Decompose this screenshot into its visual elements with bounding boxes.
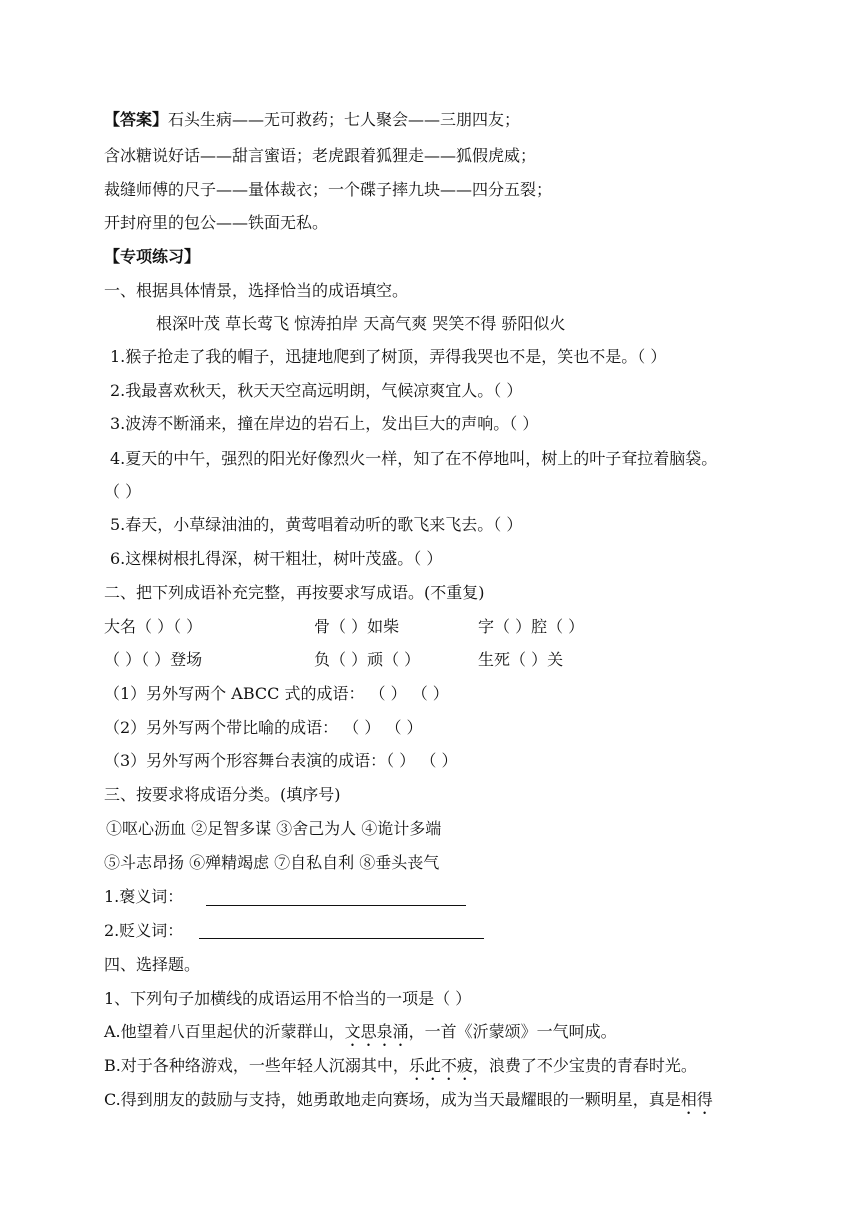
- q3-idioms-1: ①呕心沥血 ②足智多谋 ③舍己为人 ④诡计多端: [106, 819, 442, 838]
- q1-item-6: 6.这棵树根扎得深，树干粗壮，树叶茂盛。（ ）: [110, 549, 443, 568]
- q2-sub-2: （2）另外写两个带比喻的成语： （ ） （ ）: [104, 718, 423, 737]
- q4-b-post: ，浪费了不少宝贵的青春时光。: [472, 1056, 697, 1075]
- q1-item-1: 1.猴子抢走了我的帽子，迅捷地爬到了树顶，弄得我哭也不是，笑也不是。（ ）: [110, 347, 667, 366]
- q1-item-3: 3.波涛不断涌来，撞在岸边的岩石上，发出巨大的声响。（ ）: [110, 414, 539, 433]
- q3-blame-answer-line[interactable]: [199, 938, 484, 939]
- q1-item-2: 2.我最喜欢秋天，秋天天空高远明朗，气候凉爽宜人。（ ）: [110, 381, 523, 400]
- q3-heading: 三、按要求将成语分类。(填序号): [104, 785, 341, 804]
- q2-sub-3: （3）另外写两个形容舞台表演的成语：（ ） （ ）: [104, 751, 458, 770]
- answer-line-4: 开封府里的包公——铁面无私。: [104, 213, 329, 232]
- q3-idioms-2: ⑤斗志昂扬 ⑥殚精竭虑 ⑦自私自利 ⑧垂头丧气: [104, 853, 440, 872]
- q4-b-idiom: 乐此不疲: [408, 1056, 473, 1075]
- answer-label: 【答案】: [104, 110, 169, 129]
- q4-question: 1、下列句子加横线的成语运用不恰当的一项是（ ）: [104, 989, 472, 1008]
- q4-heading: 四、选择题。: [104, 955, 201, 974]
- q4-option-a: [104, 1022, 617, 1050]
- q2-row2-item-1: （ ）（ ）登场: [104, 650, 203, 669]
- q2-row2-item-2: 负（ ）顽（ ）: [314, 650, 421, 669]
- section-title: 【专项练习】: [104, 247, 201, 266]
- q2-heading: 二、把下列成语补充完整，再按要求写成语。(不重复): [104, 583, 485, 602]
- q3-praise-answer-line[interactable]: [206, 905, 466, 906]
- q1-item-4: 4.夏天的中午，强烈的阳光好像烈火一样，知了在不停地叫，树上的叶子耷拉着脑袋。: [110, 449, 718, 468]
- q4-b-pre: B.对于各种络游戏，一些年轻人沉溺其中，: [104, 1056, 409, 1075]
- q3-blame-label: 2.贬义词：: [104, 921, 184, 940]
- q4-a-pre: A.他望着八百里起伏的沂蒙群山，: [104, 1022, 345, 1041]
- q2-row1-item-1: 大名（ ）（ ）: [104, 617, 203, 636]
- q1-item-5: 5.春天，小草绿油油的，黄莺唱着动听的歌飞来飞去。（ ）: [110, 515, 523, 534]
- answer-line-2: 含冰糖说好话——甜言蜜语；老虎跟着狐狸走——狐假虎威；: [104, 146, 537, 165]
- q1-options: 根深叶茂 草长莺飞 惊涛拍岸 天高气爽 哭笑不得 骄阳似火: [156, 314, 566, 333]
- q2-row1-item-3: 字（ ）腔（ ）: [478, 617, 585, 636]
- q4-c-pre: C.得到朋友的鼓励与支持，她勇敢地走向赛场，成为当天最耀眼的一颗明星，真是: [104, 1090, 681, 1109]
- q4-option-c: [104, 1090, 713, 1118]
- q2-row2-item-3: 生死（ ）关: [478, 650, 564, 669]
- q4-option-b: [104, 1056, 697, 1084]
- q1-item-4-blank: （ ）: [104, 482, 142, 501]
- q4-a-idiom: 文思泉涌: [344, 1022, 409, 1041]
- q3-praise-label: 1.褒义词：: [104, 887, 184, 906]
- answer-text-1: 石头生病——无可救药；七人聚会——三朋四友；: [168, 110, 521, 129]
- answer-line-1: [104, 110, 520, 130]
- q2-row1-item-2: 骨（ ）如柴: [314, 617, 400, 636]
- q4-c-idiom: 相得: [680, 1090, 713, 1109]
- q2-sub-1: （1）另外写两个 ABCC 式的成语： （ ） （ ）: [104, 684, 449, 703]
- q4-a-post: ，一首《沂蒙颂》一气呵成。: [408, 1022, 617, 1041]
- answer-line-3: 裁缝师傅的尺子——量体裁衣；一个碟子摔九块——四分五裂；: [104, 180, 553, 199]
- q1-heading: 一、根据具体情景，选择恰当的成语填空。: [104, 281, 409, 300]
